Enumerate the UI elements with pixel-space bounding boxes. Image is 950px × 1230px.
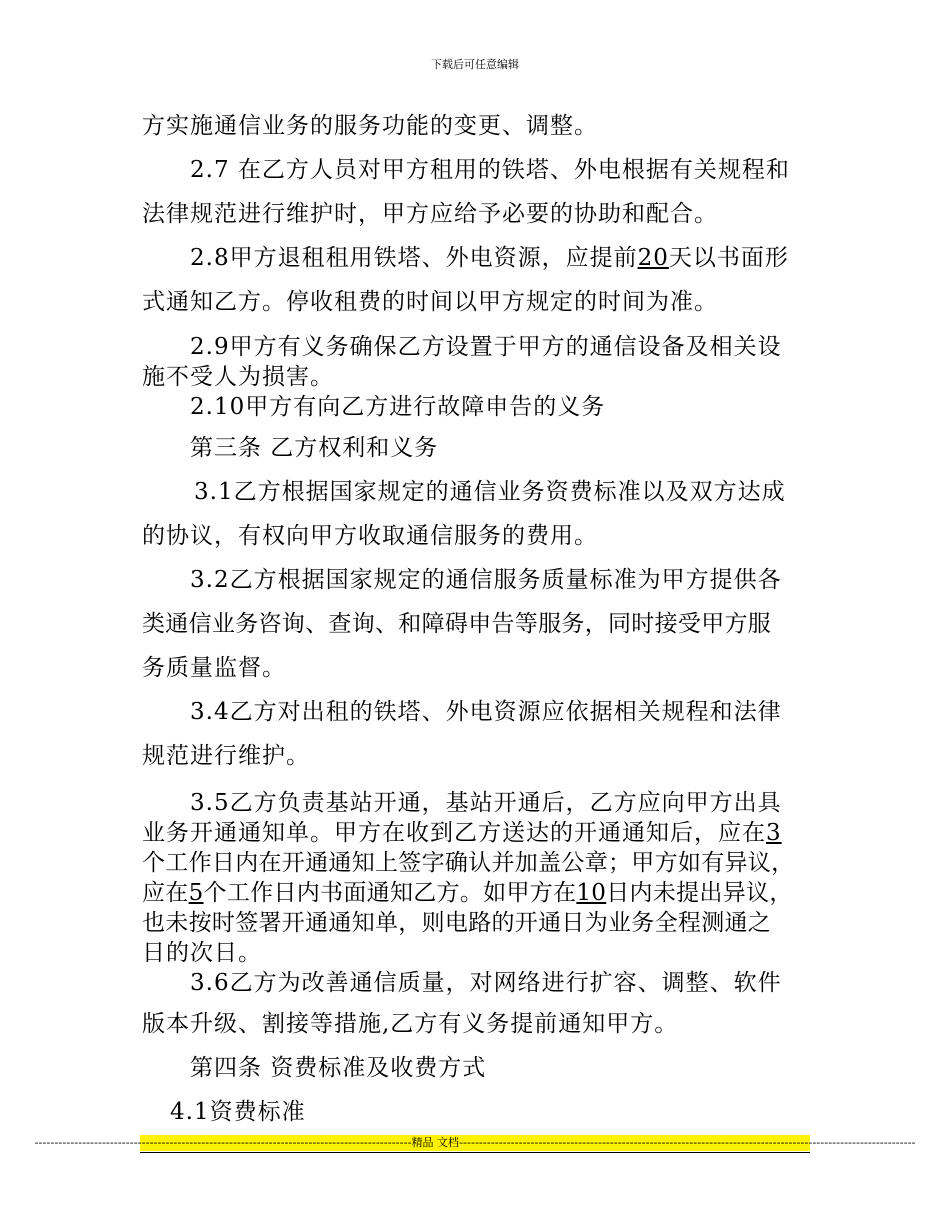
document-body bbox=[142, 104, 812, 1134]
footer-label: 精品 文档 bbox=[411, 1136, 460, 1149]
text-span: 业务开通通知单。甲方在收到乙方送达的开通通知后，应在 bbox=[142, 820, 766, 846]
underlined-value: 20 bbox=[637, 245, 669, 271]
text-span: 日内未提出异议， bbox=[606, 880, 793, 906]
text-span: 2.8甲方退租租用铁塔、外电资源，应提前 bbox=[190, 245, 638, 271]
paragraph-line: 4.1资费标准 bbox=[170, 1099, 306, 1125]
text-span: 个工作日内书面通知乙方。如甲方在 bbox=[203, 880, 577, 906]
paragraph-line: 式通知乙方。停收租费的时间以甲方规定的时间为准。 bbox=[142, 289, 718, 315]
article-heading: 第三条 乙方权利和义务 bbox=[190, 435, 439, 461]
footer-rule bbox=[140, 1152, 810, 1153]
paragraph-line bbox=[142, 878, 812, 908]
paragraph-line: 2.9甲方有义务确保乙方设置于甲方的通信设备及相关设 bbox=[190, 334, 782, 360]
paragraph-line: 法律规范进行维护时，甲方应给予必要的协助和配合。 bbox=[142, 201, 718, 227]
underlined-value: 3 bbox=[766, 820, 782, 846]
underlined-value: 10 bbox=[576, 880, 607, 906]
paragraph-line: 版本升级、割接等措施,乙方有义务提前通知甲方。 bbox=[142, 1011, 679, 1037]
paragraph-line: 的协议，有权向甲方收取通信服务的费用。 bbox=[142, 523, 598, 549]
paragraph-line bbox=[142, 818, 812, 848]
paragraph-line: 规范进行维护。 bbox=[142, 743, 310, 769]
page-footer bbox=[34, 1135, 916, 1151]
footer-dashes-right: ------------------------------------------------------------------------------------------------------------------- bbox=[459, 1136, 916, 1149]
paragraph-line: 3.5乙方负责基站开通，基站开通后，乙方应向甲方出具 bbox=[190, 790, 782, 816]
article-heading: 第四条 资费标准及收费方式 bbox=[190, 1055, 487, 1081]
underlined-value: 5 bbox=[188, 880, 204, 906]
paragraph-line: 日的次日。 bbox=[142, 940, 262, 966]
paragraph-line: 2.10甲方有向乙方进行故障申告的义务 bbox=[190, 394, 606, 420]
text-span: 天以书面形 bbox=[668, 245, 789, 271]
footer-dashes-left: ----------------------------------------------------------------------------------------------- bbox=[34, 1136, 412, 1149]
paragraph-line bbox=[142, 236, 812, 280]
paragraph-line: 施不受人为损害。 bbox=[142, 364, 334, 390]
paragraph-line: 也未按时签署开通通知单，则电路的开通日为业务全程测通之 bbox=[142, 910, 772, 936]
paragraph-line: 方实施通信业务的服务功能的变更、调整。 bbox=[142, 113, 598, 139]
paragraph-line: 3.1乙方根据国家规定的通信业务资费标准以及双方达成 bbox=[194, 479, 786, 505]
paragraph-line: 3.4乙方对出租的铁塔、外电资源应依据相关规程和法律 bbox=[190, 699, 782, 725]
paragraph-line: 3.2乙方根据国家规定的通信服务质量标准为甲方提供各 bbox=[190, 567, 782, 593]
text-span: 应在 bbox=[142, 880, 189, 906]
paragraph-line: 务质量监督。 bbox=[142, 655, 286, 681]
paragraph-line: 3.6乙方为改善通信质量，对网络进行扩容、调整、软件 bbox=[190, 970, 782, 996]
paragraph-line: 个工作日内在开通通知上签字确认并加盖公章；甲方如有异议， bbox=[142, 850, 795, 876]
paragraph-line: 类通信业务咨询、查询、和障碍申告等服务，同时接受甲方服 bbox=[142, 611, 772, 637]
page-header: 下载后可任意编辑 bbox=[431, 58, 519, 71]
paragraph-line: 2.7 在乙方人员对甲方租用的铁塔、外电根据有关规程和 bbox=[190, 157, 790, 183]
